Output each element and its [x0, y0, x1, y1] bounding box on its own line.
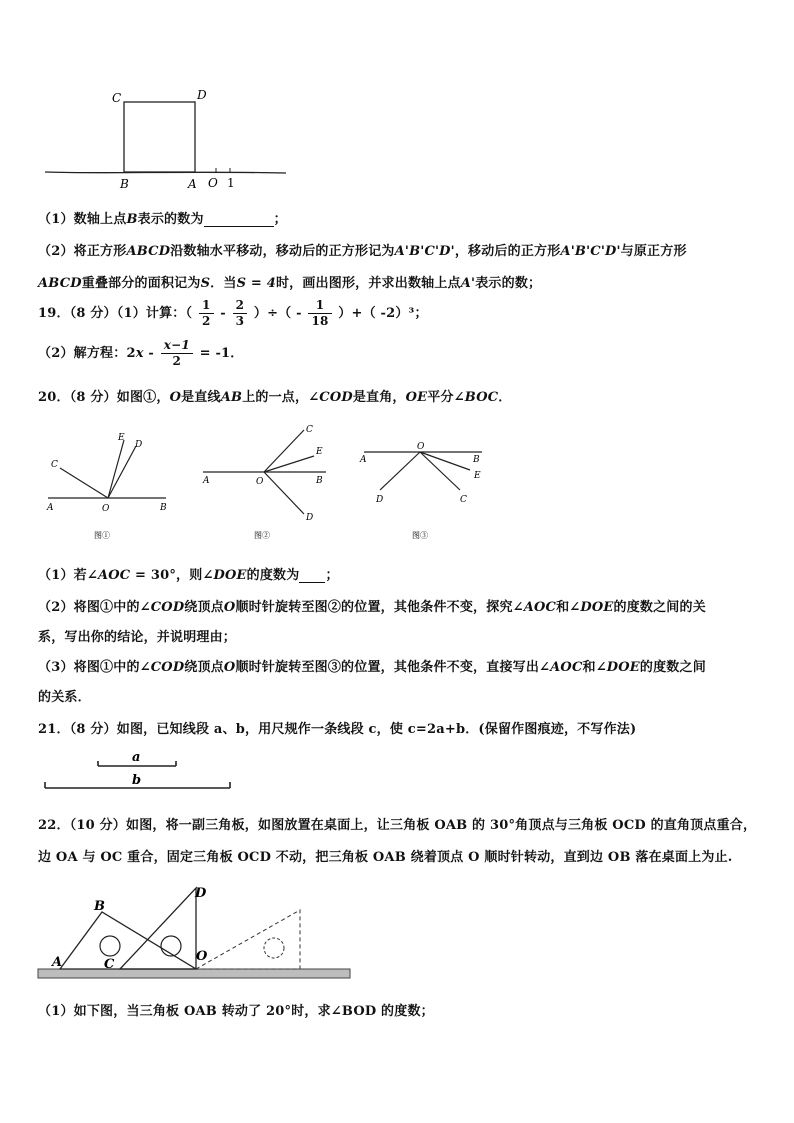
text: = -1．: [199, 346, 244, 361]
text: -: [220, 306, 226, 321]
denominator: 2: [172, 354, 182, 368]
var: DOE: [580, 600, 614, 615]
text: 边 OA 与 OC 重合，固定三角板 OCD 不动，把三角板 OAB 绕着顶点 O 顺时针转动，直到边 OB 落在桌面上为止.: [38, 850, 733, 865]
var-x: x: [135, 346, 144, 361]
label-C: C: [104, 957, 115, 972]
text: 绕顶点: [184, 660, 224, 675]
label-1: 1: [227, 176, 235, 190]
var: ABCD: [126, 244, 171, 259]
segments-a-b-figure: [40, 742, 240, 792]
text: 20．（8 分）如图①，: [38, 390, 170, 405]
var: COD: [150, 660, 185, 675]
q18-part2-line1: [38, 240, 687, 259]
q19-part1: [38, 298, 428, 329]
text: ；: [325, 568, 339, 583]
text: 的度数之间: [639, 660, 706, 675]
text: = 30°，则∠: [130, 568, 214, 583]
numerator: 1: [199, 298, 214, 314]
text: 与原正方形: [620, 244, 687, 259]
svg-text:A: A: [360, 455, 367, 465]
var: A'B'C'D': [394, 244, 455, 259]
q20-part3-line1: [38, 656, 706, 675]
q18-part2-line2: [38, 272, 541, 291]
svg-text:O: O: [102, 504, 110, 514]
text: 19．（8 分）（1）计算：（: [38, 306, 193, 321]
triangle-plates-figure: [36, 882, 356, 982]
text: 的度数为: [246, 568, 300, 583]
label-C: C: [112, 91, 122, 105]
var: COD: [319, 390, 353, 405]
svg-text:B: B: [160, 503, 167, 513]
svg-text:D: D: [376, 495, 384, 505]
fraction: [199, 298, 214, 329]
text: ．: [498, 390, 512, 405]
fraction: [308, 298, 331, 329]
text: 是直角，: [352, 390, 406, 405]
segment-b-label: b: [132, 773, 142, 788]
svg-text:A: A: [203, 476, 210, 486]
label-B: B: [94, 899, 105, 914]
text: 和∠: [556, 600, 581, 615]
q21-text: [38, 718, 636, 737]
svg-text:C: C: [306, 425, 313, 435]
text: 是直线: [181, 390, 221, 405]
text: （2）将正方形: [38, 244, 127, 259]
text: 的关系．: [38, 690, 91, 705]
answer-blank[interactable]: [299, 570, 325, 583]
var: S: [200, 276, 211, 291]
text: 22．（10 分）如图，将一副三角板，如图放置在桌面上，让三角板 OAB 的 30°角顶点与三角板 OCD 的直角顶点重合，: [38, 818, 757, 833]
square-abcd: [124, 102, 195, 172]
q20-head: [38, 386, 511, 405]
text: 21．（8 分）如图，已知线段 a、b，用尺规作一条线段 c，使 c=2a+b．(保留作图痕迹，不写作法): [38, 722, 637, 737]
svg-text:D: D: [135, 440, 143, 450]
q22-line1: [38, 814, 756, 833]
var: S = 4: [236, 276, 276, 291]
var: A'B'C'D': [560, 244, 621, 259]
var: ABCD: [38, 276, 82, 291]
denominator: 3: [235, 314, 245, 328]
svg-text:O: O: [256, 477, 264, 487]
text: 表示的数为: [137, 212, 204, 227]
var: AOC: [523, 600, 557, 615]
text: ．当: [210, 276, 237, 291]
text: 表示的数；: [475, 276, 542, 291]
q19-part2: [38, 338, 244, 369]
var: OE: [405, 390, 428, 405]
label-A: A: [52, 955, 63, 970]
var: DOE: [213, 568, 247, 583]
text: 平分∠: [427, 390, 465, 405]
var: A': [460, 276, 476, 291]
text: （1）如下图，当三角板 OAB 转动了 20°时，求∠BOD 的度数；: [38, 1004, 434, 1019]
text: （2）将图①中的∠: [38, 600, 151, 615]
angle-figure-3: [356, 420, 496, 545]
q20-part3-line2: [38, 686, 91, 705]
text: -: [148, 346, 154, 361]
caption-fig3: 图③: [412, 531, 428, 540]
text: ；: [273, 212, 287, 227]
square-number-line-figure: [40, 84, 290, 194]
label-D: D: [197, 88, 207, 102]
label-D: D: [195, 886, 207, 901]
numerator: 2: [233, 298, 248, 314]
var: DOE: [606, 660, 640, 675]
numerator: x−1: [161, 338, 193, 354]
text: （1）数轴上点: [38, 212, 127, 227]
label-A: A: [188, 177, 197, 191]
denominator: 18: [311, 314, 329, 328]
var: O: [223, 600, 236, 615]
segment-a-label: a: [132, 750, 141, 765]
text: 和∠: [582, 660, 607, 675]
svg-text:C: C: [51, 460, 58, 470]
q22-part1: [38, 1000, 434, 1019]
text: 重叠部分的面积记为: [81, 276, 201, 291]
fraction: [161, 338, 193, 369]
text: 沿数轴水平移动，移动后的正方形记为: [170, 244, 395, 259]
svg-text:E: E: [316, 447, 323, 457]
var: O: [169, 390, 182, 405]
angle-figure-1: [40, 420, 180, 545]
angle-figure-2: [198, 420, 338, 545]
text: 绕顶点: [184, 600, 224, 615]
var: O: [223, 660, 236, 675]
label-O: O: [208, 176, 218, 190]
text: 系，写出你的结论，并说明理由；: [38, 630, 237, 645]
svg-text:B: B: [316, 476, 323, 486]
var: AB: [220, 390, 243, 405]
q20-part2-line2: [38, 626, 236, 645]
denominator: 2: [201, 314, 211, 328]
var: COD: [150, 600, 185, 615]
var-B: B: [126, 212, 138, 227]
text: （3）将图①中的∠: [38, 660, 151, 675]
table-surface: [38, 969, 350, 978]
text: ）÷（ -: [253, 306, 302, 321]
var: BOC: [464, 390, 499, 405]
q22-line2: [38, 846, 733, 865]
answer-blank[interactable]: [204, 214, 274, 227]
text: （1）若∠: [38, 568, 98, 583]
svg-text:A: A: [47, 503, 54, 513]
fraction: [233, 298, 248, 329]
label-B: B: [120, 177, 129, 191]
svg-text:E: E: [474, 471, 481, 481]
q18-part1: [38, 208, 287, 227]
svg-text:O: O: [417, 442, 425, 452]
text: 上的一点，∠: [242, 390, 320, 405]
text: 顺时针旋转至图③的位置，其他条件不变，直接写出∠: [235, 660, 551, 675]
var: AOC: [97, 568, 131, 583]
q20-part2-line1: [38, 596, 706, 615]
var: AOC: [550, 660, 583, 675]
svg-text:D: D: [306, 513, 314, 523]
text: 的度数之间的关: [613, 600, 706, 615]
text: ）+（ -2）³；: [338, 306, 428, 321]
text: 顺时针旋转至图②的位置，其他条件不变，探究∠: [235, 600, 524, 615]
text: 时，画出图形，并求出数轴上点: [275, 276, 461, 291]
svg-text:B: B: [473, 455, 480, 465]
numerator: 1: [308, 298, 331, 314]
text: ，移动后的正方形: [454, 244, 561, 259]
q20-part1: [38, 564, 339, 583]
svg-text:E: E: [118, 433, 125, 443]
svg-text:C: C: [460, 495, 467, 505]
label-O: O: [196, 949, 208, 964]
caption-fig2: 图②: [254, 531, 270, 540]
caption-fig1: 图①: [94, 531, 110, 540]
text: （2）解方程：2: [38, 346, 136, 361]
